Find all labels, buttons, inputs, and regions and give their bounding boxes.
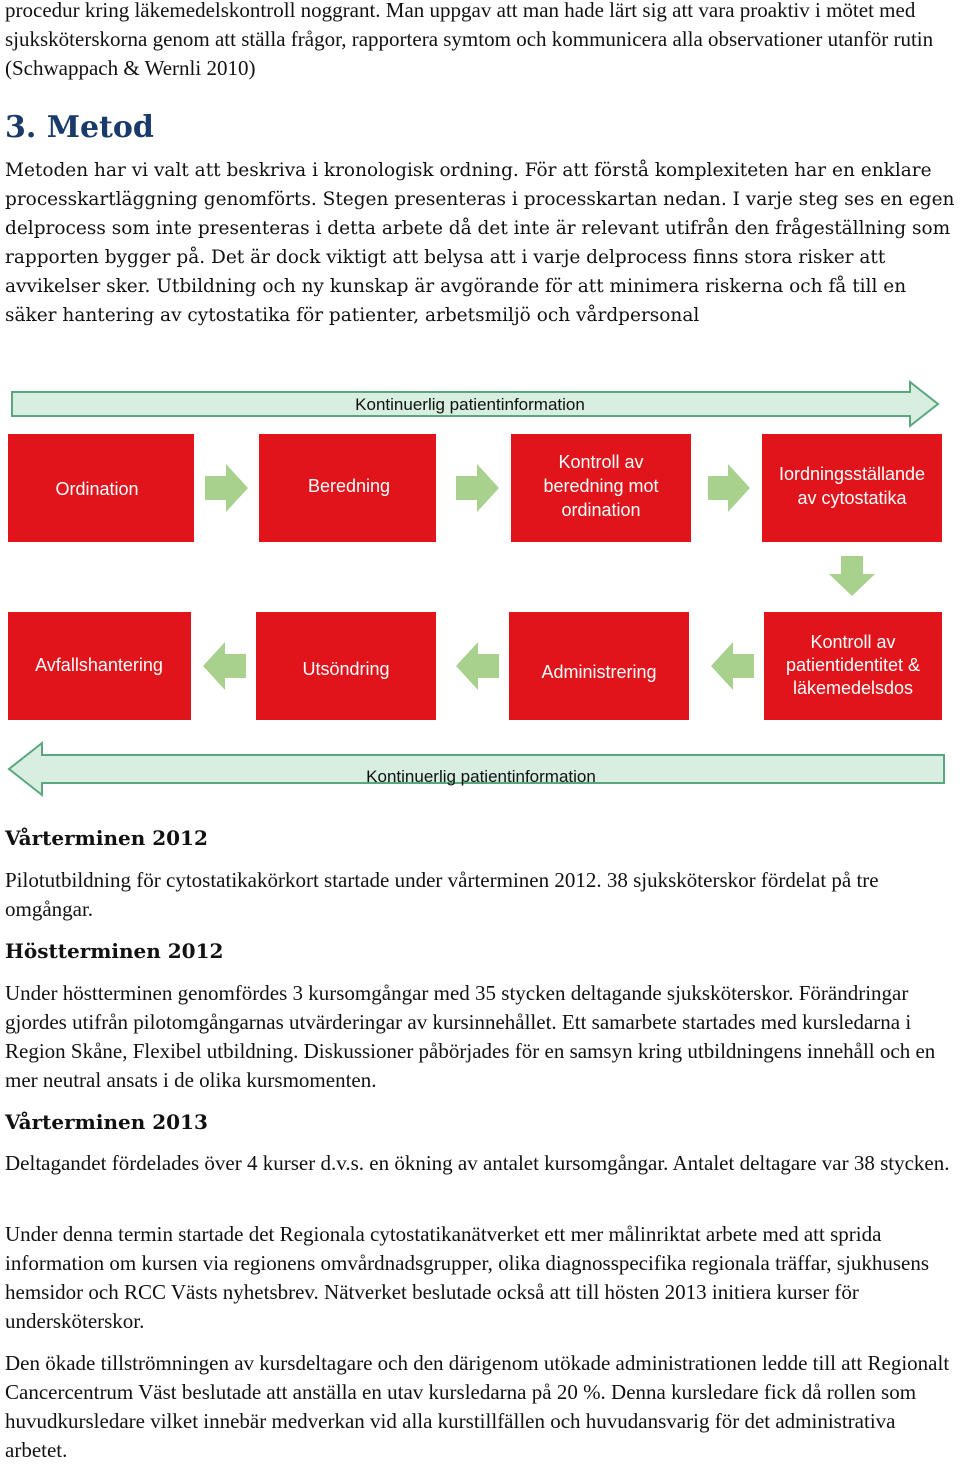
step-label: Kontroll av	[810, 632, 896, 652]
term-paragraph: Pilotutbildning för cytostatikakörkort startade under vårterminen 2012. 38 sjuksköterskor fördelat på tre omgångar.	[5, 868, 879, 921]
step-label: av cytostatika	[797, 488, 907, 508]
process-step-administrering	[509, 612, 689, 720]
bottom-band-label: Kontinuerlig patientinformation	[366, 767, 596, 786]
process-step-iordningsstallande	[762, 434, 942, 542]
term-paragraph: Under höstterminen genomfördes 3 kursomgångar med 35 stycken deltagande sjuksköterskor. Förändringar gjordes utifrån pilotomgångarnas utvärderingar av kursinnehållet. Ett samarbete startades med kursledarna i Region Skåne, Flexibel utbildning. Diskussioner påbörjades för en samsyn kring utbildningens innehåll och en mer neutral ansats i de olika kursmomenten.	[5, 981, 936, 1092]
process-step-kontroll-beredning	[511, 434, 691, 542]
flow-arrow-left	[456, 642, 499, 690]
section-heading: 3. Metod	[5, 110, 154, 145]
flow-arrow-left	[203, 642, 246, 690]
process-step-beredning	[259, 434, 436, 542]
process-step-avfallshantering	[8, 612, 191, 720]
step-label: beredning mot	[543, 476, 659, 496]
step-label: ordination	[561, 500, 641, 520]
top-band-label: Kontinuerlig patientinformation	[355, 395, 585, 414]
term-paragraph: Den ökade tillströmningen av kursdeltagare och den därigenom utökade administrationen ledde till att Regionalt Cancercentrum Väst beslutade att anställa en utav kursledarna på 20 %. Denna kursledare fick då rollen som huvudkursledare vilket innebär medverkan vid alla kurstillfällen och huvudansvarig för det administrativa arbetet.	[5, 1351, 950, 1462]
flow-arrow-right	[456, 464, 499, 512]
term-heading-vt2013: Vårterminen 2013	[5, 1110, 208, 1134]
process-map	[0, 378, 960, 798]
step-label: Utsöndring	[302, 659, 390, 679]
step-label: Ordination	[55, 479, 139, 499]
step-label: Avfallshantering	[35, 655, 163, 675]
step-label: Iordningsställande	[778, 464, 926, 484]
flow-arrow-right	[205, 464, 248, 512]
process-step-utsondring	[256, 612, 436, 720]
step-label: patientidentitet &	[785, 655, 921, 675]
term-paragraph: Deltagandet fördelades över 4 kurser d.v.s. en ökning av antalet kursomgångar. Antalet deltagare var 38 stycken.	[5, 1151, 950, 1175]
step-label: Beredning	[307, 476, 391, 496]
term-paragraph: Under denna termin startade det Regionala cytostatikanätverket ett mer målinriktat arbete med att sprida information om kursen via regionens omvårdnadsgrupper, olika diagnosspecifika regionala träffar, sjukhusens hemsidor och RCC Västs nyhetsbrev. Nätverket beslutade också att till hösten 2013 initiera kurser för undersköterskor.	[5, 1222, 930, 1333]
method-paragraph: Metoden har vi valt att beskriva i kronologisk ordning. För att förstå komplexiteten har en enklare processkartläggning genomförts. Stegen presenteras i processkartan nedan. I varje steg ses en egen delprocess som inte presenteras i detta arbete då det inte är relevant utifrån den frågeställning som rapporten bygger på. Det är dock viktigt att belysa att i varje delprocess finns stora risker att avvikelser sker. Utbildning och ny kunskap är avgörande för att minimera riskerna och få till en säker hantering av cytostatika för patienter, arbetsmiljö och vårdpersonal	[5, 160, 955, 326]
flow-arrow-down	[829, 556, 875, 596]
process-map-svg	[0, 378, 960, 798]
process-step-kontroll-patientidentitet	[764, 612, 942, 720]
intro-paragraph: procedur kring läkemedelskontroll noggrant. Man uppgav att man hade lärt sig att vara proaktiv i mötet med sjuksköterskorna genom att ställa frågor, rapportera symtom och kommunicera alla observationer utanför rutin (Schwappach & Wernli 2010)	[5, 0, 934, 80]
step-label: läkemedelsdos	[792, 678, 914, 698]
step-label: Administrering	[541, 662, 657, 682]
flow-arrow-right	[708, 464, 750, 512]
term-heading-ht2012: Höstterminen 2012	[5, 939, 224, 963]
term-heading-vt2012: Vårterminen 2012	[5, 826, 208, 850]
step-label: Kontroll av	[558, 452, 644, 472]
flow-arrow-left	[711, 642, 754, 690]
process-step-ordination	[8, 434, 194, 542]
